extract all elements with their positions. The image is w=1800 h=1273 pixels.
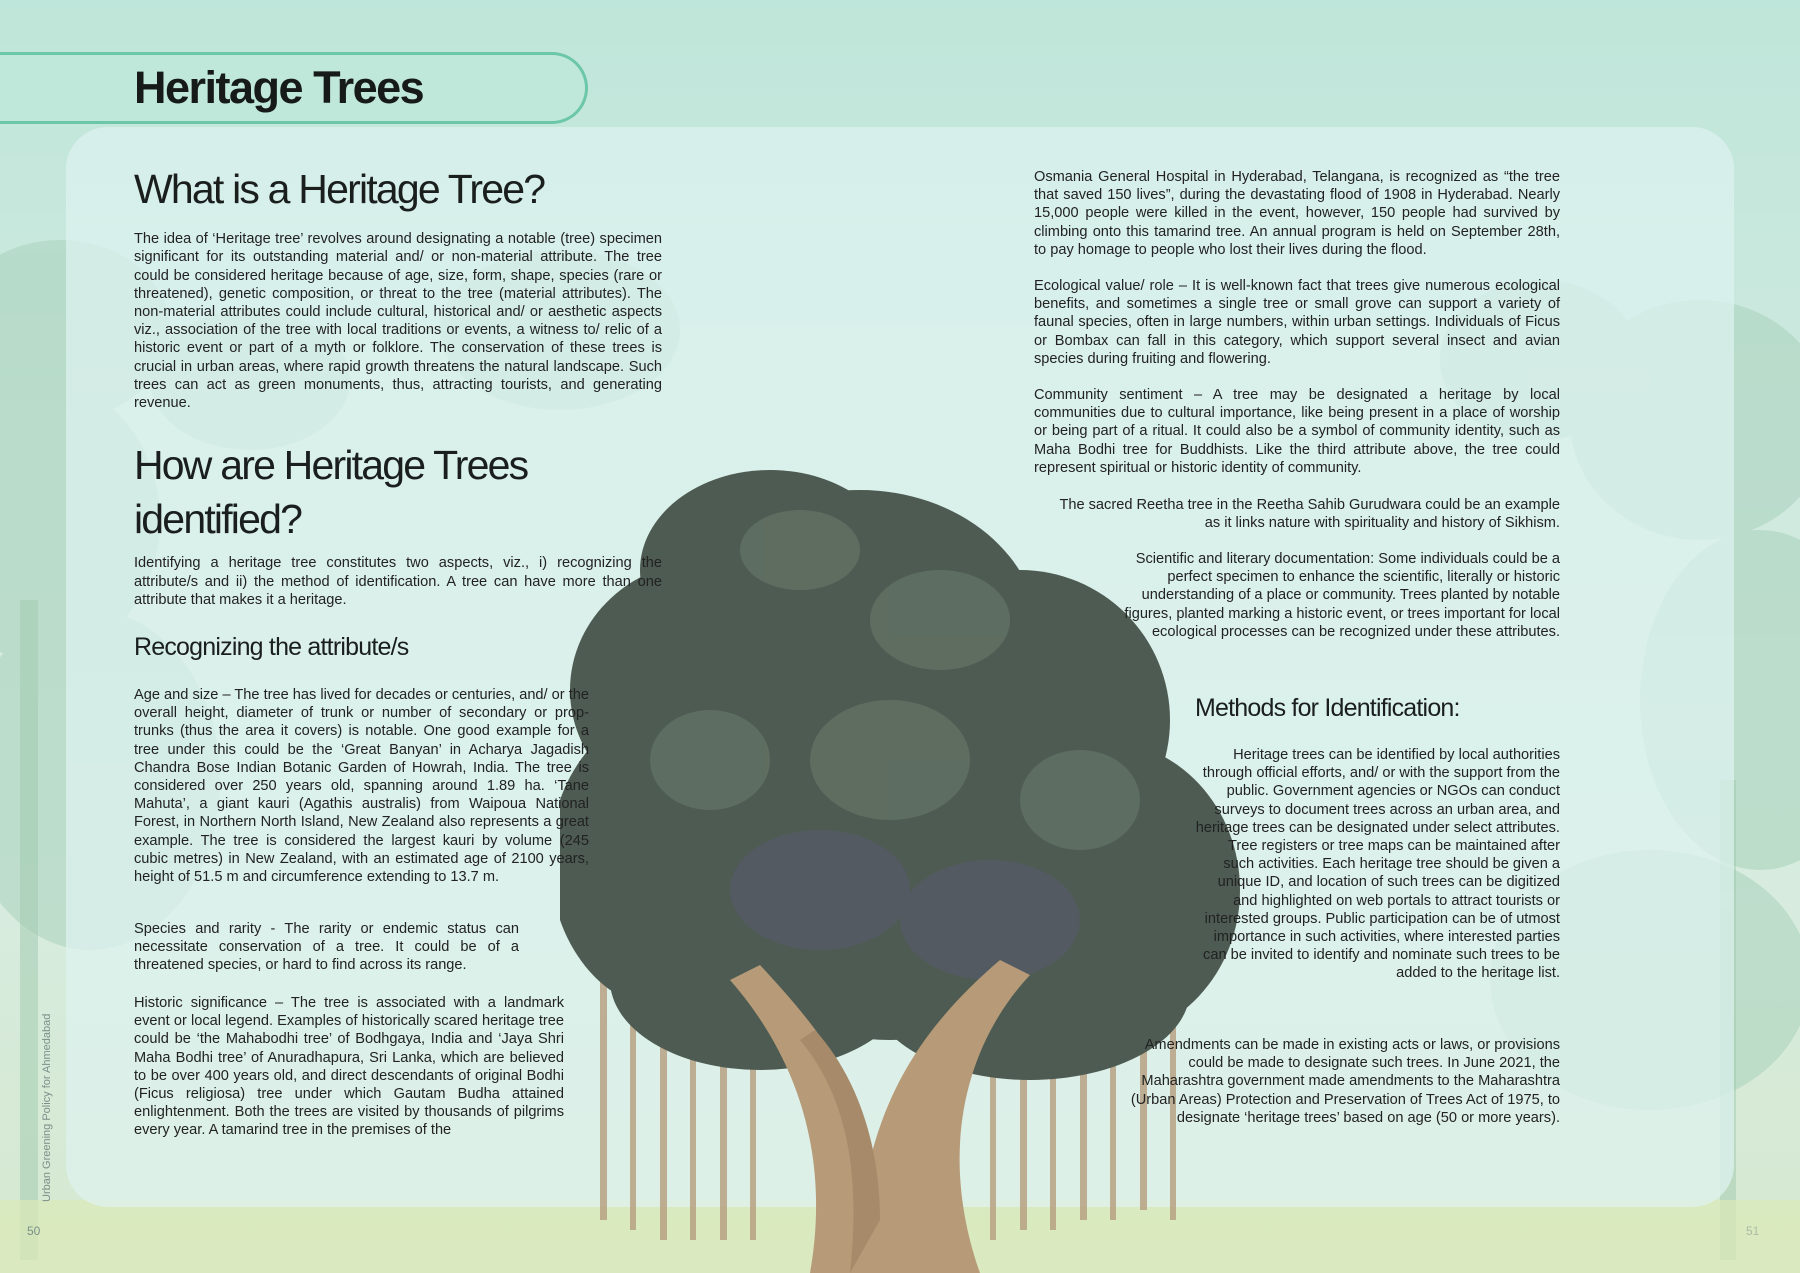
page-number-right: 51 [1746,1224,1760,1238]
paragraph-historic: Historic significance – The tree is associated with a landmark event or local legend. Examples of historically scared heritage tree could be ‘the Mahabodhi tree’ of Bodhgaya, India and ‘Jaya Shri Maha Bodhi tree’ of Anuradhapura, Sri Lanka, which are believed to be over 400 years old, and direct descendants of original Bodhi (Ficus religiosa) tree under which Gautam Budha attained enlightenment. Both the trees are visited by thousands of pilgrims every year. A tamarind tree in the premises of the [134,995,564,1139]
paragraph-methods: Heritage trees can be identified by local authorities through official efforts, and/ or with the support from the public. Government agencies or NGOs can conduct surveys to document trees across an urban area, and heritage trees can be designated under select attributes. Tree registers or tree maps can be maintained after such activities. Each heritage tree should be given a unique ID, and location of such trees can be digitized and highlighted on web portals to attract tourists or interested groups. Public participation can be of utmost importance in such activities, where interested parties can be invited to identify and nominate such trees to be added to the heritage list. [1195,747,1560,982]
paragraph-scientific: Scientific and literary documentation: Some individuals could be a perfect specimen to enhance the scientific, literally or historic understanding of a place or community. Trees planted by notable figures, planted marking a historic event, or trees important for local ecological processes can be recognized under these attributes. [1124,551,1560,640]
page-number-left: 50 [27,1224,41,1238]
section-title-what: What is a Heritage Tree? [134,166,545,212]
paragraph-how: Identifying a heritage tree constitutes two aspects, viz., i) recognizing the attribute/s and ii) the method of identification. A tree can have more than one attribute that makes it a heritage. [134,555,662,608]
paragraph-community: Community sentiment – A tree may be designated a heritage by local communities due to cultural importance, like being present in a place of worship or being part of a ritual. It could also be a symbol of community identity, such as Maha Bodhi tree for Buddhists. Like the third attribute above, the tree could represent spiritual or historic identity of community. [1034,387,1560,476]
paragraph-reetha: The sacred Reetha tree in the Reetha Sahib Gurudwara could be an example as it links nature with spirituality and history of Sikhism. [1059,497,1560,532]
subsection-title-methods: Methods for Identification: [1195,694,1460,722]
paragraph-ecological: Ecological value/ role – It is well-known fact that trees give numerous ecological benefits, and sometimes a single tree or small grove can support a variety of faunal species, often in large numbers, within urban settings. Individuals of Ficus or Bombax can fall in this category, which support several insect and avian species during fruiting and flowering. [1034,278,1560,367]
subsection-title-recognizing: Recognizing the attribute/s [134,632,409,661]
paragraph-osmania: Osmania General Hospital in Hyderabad, Telangana, is recognized as “the tree that saved 150 lives”, during the devastating flood of 1908 in Hyderabad. Nearly 15,000 people were killed in the event, however, 150 people had survived by climbing onto this tamarind tree. An annual program is held on September 28th, to pay homage to people who lost their lives during the flood. [1034,169,1560,258]
paragraph-what: The idea of ‘Heritage tree’ revolves around designating a notable (tree) specimen significant for its outstanding material and/ or non-material attribute. The tree could be considered heritage because of age, size, form, shape, species (rare or threatened), genetic composition, or threat to the tree (material attributes). The non-material attributes could include cultural, historical and/ or aesthetic aspects viz., association of the tree with local traditions or events, a witness to/ relic of a historic event or part of a myth or folklore. The conservation of these trees is crucial in urban areas, where rapid growth threatens the natural landscape. Such trees can act as green monuments, thus, attracting tourists, and generating revenue. [134,231,662,411]
paragraph-age-size: Age and size – The tree has lived for decades or centuries, and/ or the overall height, diameter of trunk or number of secondary or prop-trunks (thus the area it covers) is notable. One good example for a tree under this could be the ‘Great Banyan’ in Acharya Jagadish Chandra Bose Indian Botanic Garden of Howrah, India. The tree is considered over 250 years old, spanning around 1.89 ha. ‘Tane Mahuta’, a giant kauri (Agathis australis) from Waipoua National Forest, in Northern North Island, New Zealand also represents a great example. The tree is considered the largest kauri by volume (245 cubic metres) in New Zealand, with an estimated age of 2100 years, height of 51.5 m and circumference extending to 13.7 m. [134,687,589,886]
section-title-how [134,438,662,546]
paragraph-amendments: Amendments can be made in existing acts or laws, or provisions could be made to designate such trees. In June 2021, the Maharashtra government made amendments to the Maharashtra (Urban Areas) Protection and Preservation of Trees Act of 1975, to designate ‘heritage trees’ based on age (50 or more years). [1130,1037,1560,1126]
sidebar-document-label: Urban Greening Policy for Ahmedabad [41,1013,53,1202]
section-title-how-line2: identified? [134,496,302,543]
section-title-how-line1: How are Heritage Trees [134,442,528,489]
paragraph-species: Species and rarity - The rarity or endemic status can necessitate conservation of a tree. It could be of a threatened species, or hard to find across its range. [134,921,519,974]
page-title: Heritage Trees [134,62,424,113]
